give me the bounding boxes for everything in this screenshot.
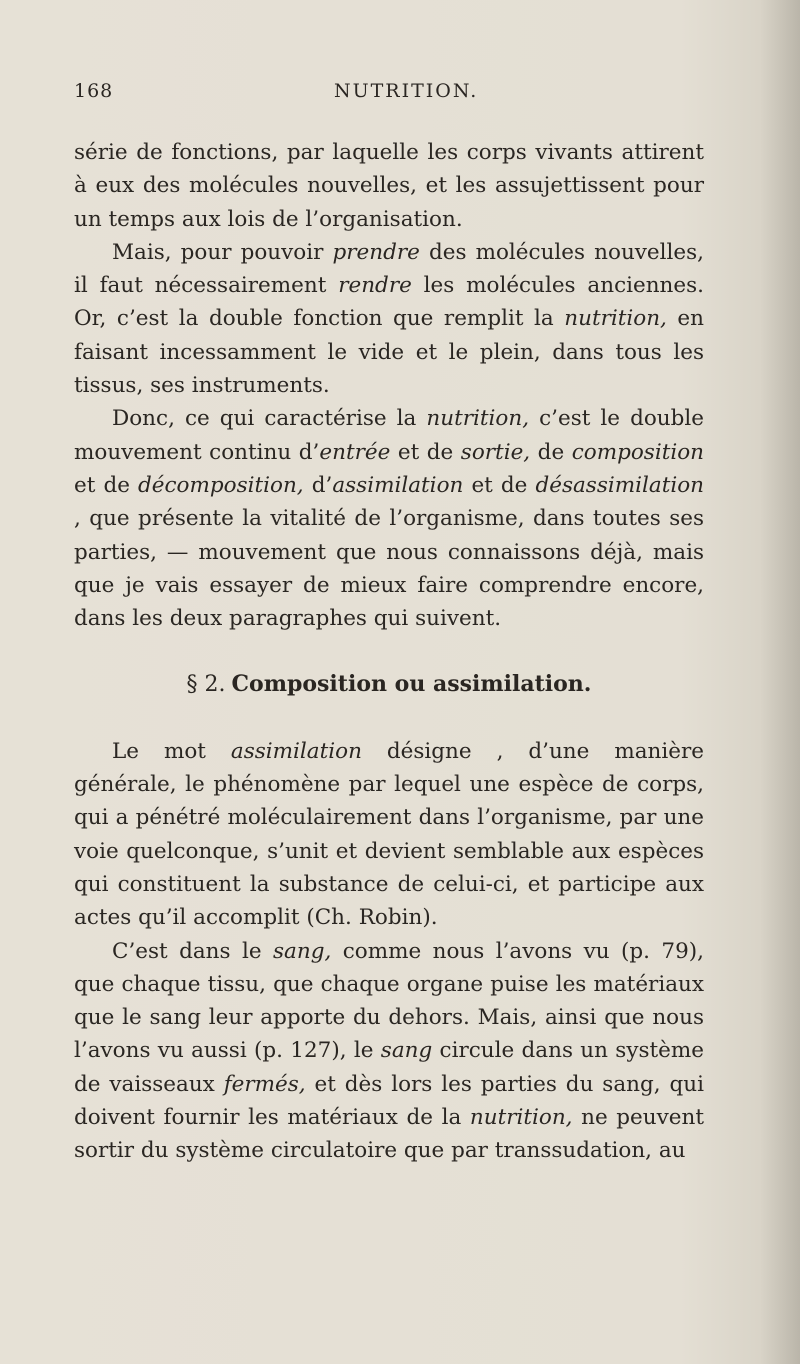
paragraph-1 <box>74 136 704 236</box>
text-run: et de <box>74 472 139 498</box>
italic-run: désassimilation <box>535 472 704 498</box>
text-run: c’est le double mouvement continu d’ <box>74 406 705 465</box>
text-run: C’est dans le <box>112 938 273 964</box>
page-header <box>74 80 704 110</box>
italic-run: rendre <box>338 273 412 299</box>
text-run: Donc, ce qui caractérise la <box>112 406 427 432</box>
section-title: Composition ou assimilation. <box>231 671 592 698</box>
italic-run: nutrition, <box>426 406 530 432</box>
text-run: en faisant incessamment le vide et le plein, dans tous les tissus, ses instruments. <box>74 306 705 399</box>
paragraph-5 <box>74 935 704 1168</box>
text-run: ne peuvent sortir du système circulatoire que par transsudation, au <box>74 1105 704 1164</box>
running-title: NUTRITION. <box>334 80 479 102</box>
italic-run: décomposition, <box>138 472 304 498</box>
italic-run: prendre <box>332 239 420 265</box>
section-heading <box>74 668 704 701</box>
paragraph-4 <box>74 735 704 935</box>
text-run: et de <box>390 439 461 465</box>
italic-run: sang <box>380 1038 433 1064</box>
page-number: 168 <box>74 80 114 102</box>
paragraph-2 <box>74 236 704 402</box>
text-run: , que présente la vitalité de l’organisme, dans toutes ses parties, — mouvement que nous connaissons déjà, mais que je vais essayer de mieux faire comprendre encore, dans les deux paragraphes qui suivent. <box>74 506 704 632</box>
italic-run: assimilation <box>332 472 464 498</box>
page-gutter-shadow <box>760 0 800 1364</box>
text-run: circule dans un système de vaisseaux <box>74 1038 704 1097</box>
text-run: série de fonctions, par laquelle les corps vivants attirent à eux des molécules nouvelles, et les assujettissent pour un temps aux lois de l’organisation. <box>74 140 704 232</box>
italic-run: composition <box>571 439 705 465</box>
text-run: et dès lors les parties du sang, qui doivent fournir les matériaux de la <box>74 1071 704 1131</box>
text-run: d’ <box>303 472 333 498</box>
text-run: désigne , d’une manière générale, le phénomène par lequel une espèce de corps, qui a pénétré moléculairement dans l’organisme, par une voie quelconque, s’unit et devient semblable aux espèces qui constituent la substance de celui-ci, et participe aux actes qu’il accomplit (Ch. Robin). <box>74 738 704 931</box>
italic-run: fermés, <box>223 1071 306 1097</box>
text-run: Le mot <box>112 738 231 764</box>
italic-run: nutrition, <box>564 306 667 332</box>
section-number: § 2. <box>186 672 226 698</box>
italic-run: nutrition, <box>469 1105 573 1131</box>
italic-run: entrée <box>319 439 391 465</box>
text-run: comme nous l’avons vu (p. 79), que chaque tissu, que chaque organe puise les matériaux que le sang leur apporte du dehors. Mais, ainsi que nous l’avons vu aussi (p. 127), le <box>74 938 705 1064</box>
body-text <box>74 136 704 1168</box>
text-run: des molécules nouvelles, il faut nécessairement <box>74 239 704 299</box>
italic-run: sortie, <box>460 439 531 465</box>
text-run: de <box>530 439 572 465</box>
text-run: Mais, pour pouvoir <box>112 239 333 265</box>
paragraph-3 <box>74 402 704 635</box>
text-run: et de <box>463 472 536 498</box>
italic-run: assimilation <box>230 738 362 764</box>
italic-run: sang, <box>273 938 332 964</box>
text-run: les molécules anciennes. Or, c’est la double fonction que remplit la <box>74 273 704 332</box>
